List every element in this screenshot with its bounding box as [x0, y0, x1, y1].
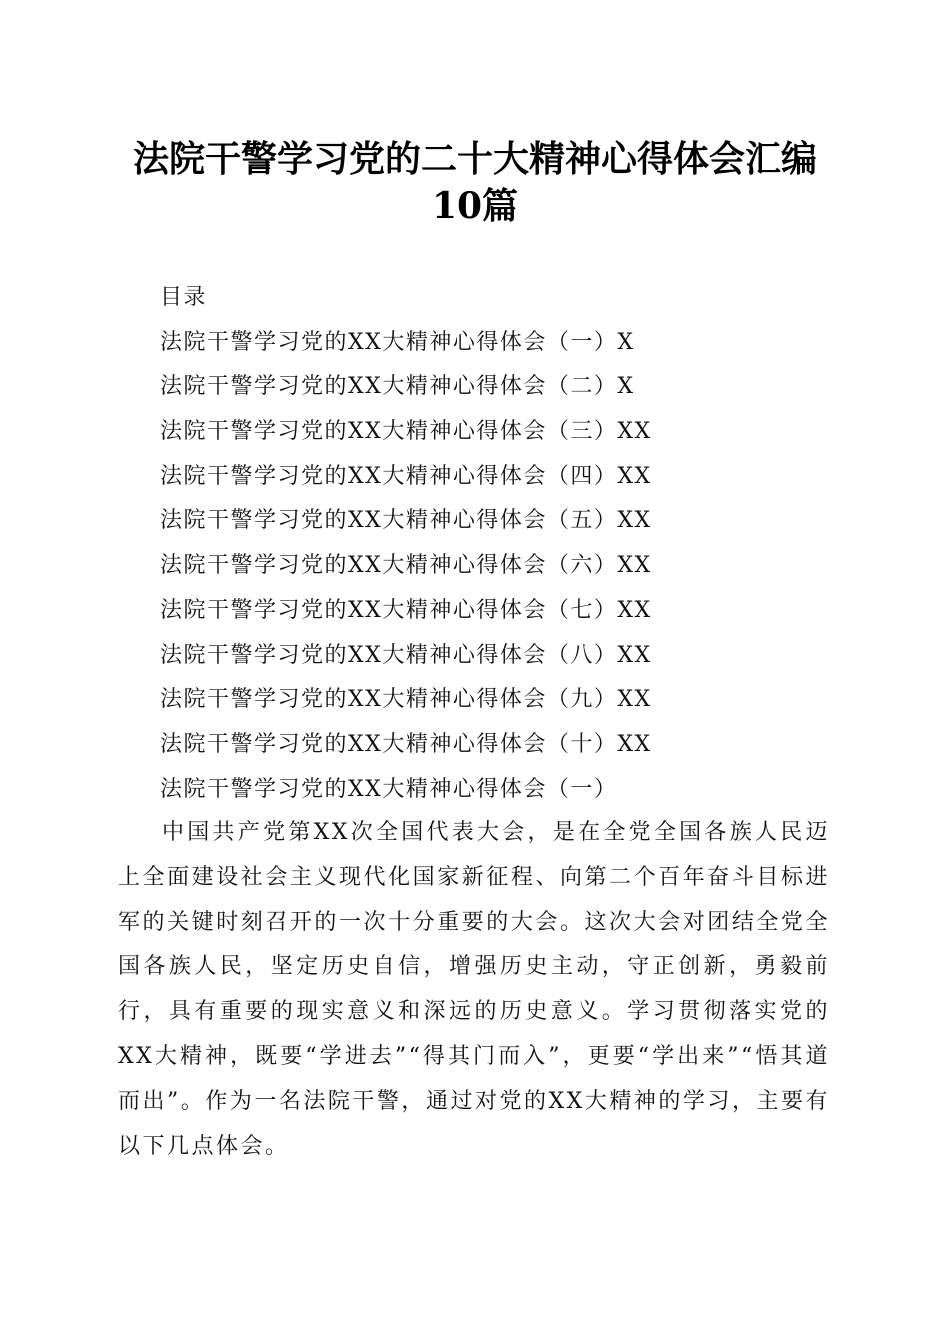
toc-item[interactable]: 法院干警学习党的XX大精神心得体会（七）XX	[160, 597, 652, 623]
toc-heading: 目录	[160, 285, 208, 310]
toc-item[interactable]: 法院干警学习党的XX大精神心得体会（四）XX	[160, 463, 652, 489]
toc-item[interactable]: 法院干警学习党的XX大精神心得体会（二）X	[160, 374, 635, 400]
toc-item[interactable]: 法院干警学习党的XX大精神心得体会（十）XX	[160, 731, 652, 757]
toc-item[interactable]: 法院干警学习党的XX大精神心得体会（三）XX	[160, 419, 652, 445]
toc-item[interactable]: 法院干警学习党的XX大精神心得体会（一）X	[160, 329, 635, 355]
document-title-line2: 10篇	[431, 185, 519, 227]
toc-item[interactable]: 法院干警学习党的XX大精神心得体会（八）XX	[160, 642, 652, 668]
toc-item[interactable]: 法院干警学习党的XX大精神心得体会（九）XX	[160, 687, 652, 713]
body-paragraph: 中国共产党第XX次全国代表大会，是在全党全国各族人民迈上全面建设社会主义现代化国家新征程、向第二个百年奋斗目标进军的关键时刻召开的一次十分重要的大会。这次大会对团结全党全国各族人民，坚定历史自信，增强历史主动，守正创新，勇毅前行，具有重要的现实意义和深远的历史意义。学习贯彻落实党的XX大精神，既要“学进去”“得其门而入”，更要“学出来”“悟其道而出”。作为一名法院干警，通过对党的XX大精神的学习，主要有以下几点体会。	[118, 820, 830, 1159]
toc-item[interactable]: 法院干警学习党的XX大精神心得体会（六）XX	[160, 553, 652, 579]
section-heading: 法院干警学习党的XX大精神心得体会（一）	[160, 776, 618, 802]
table-of-contents	[160, 276, 860, 812]
document-title-line1: 法院干警学习党的二十大精神心得体会汇编	[132, 138, 817, 180]
toc-item[interactable]: 法院干警学习党的XX大精神心得体会（五）XX	[160, 508, 652, 534]
